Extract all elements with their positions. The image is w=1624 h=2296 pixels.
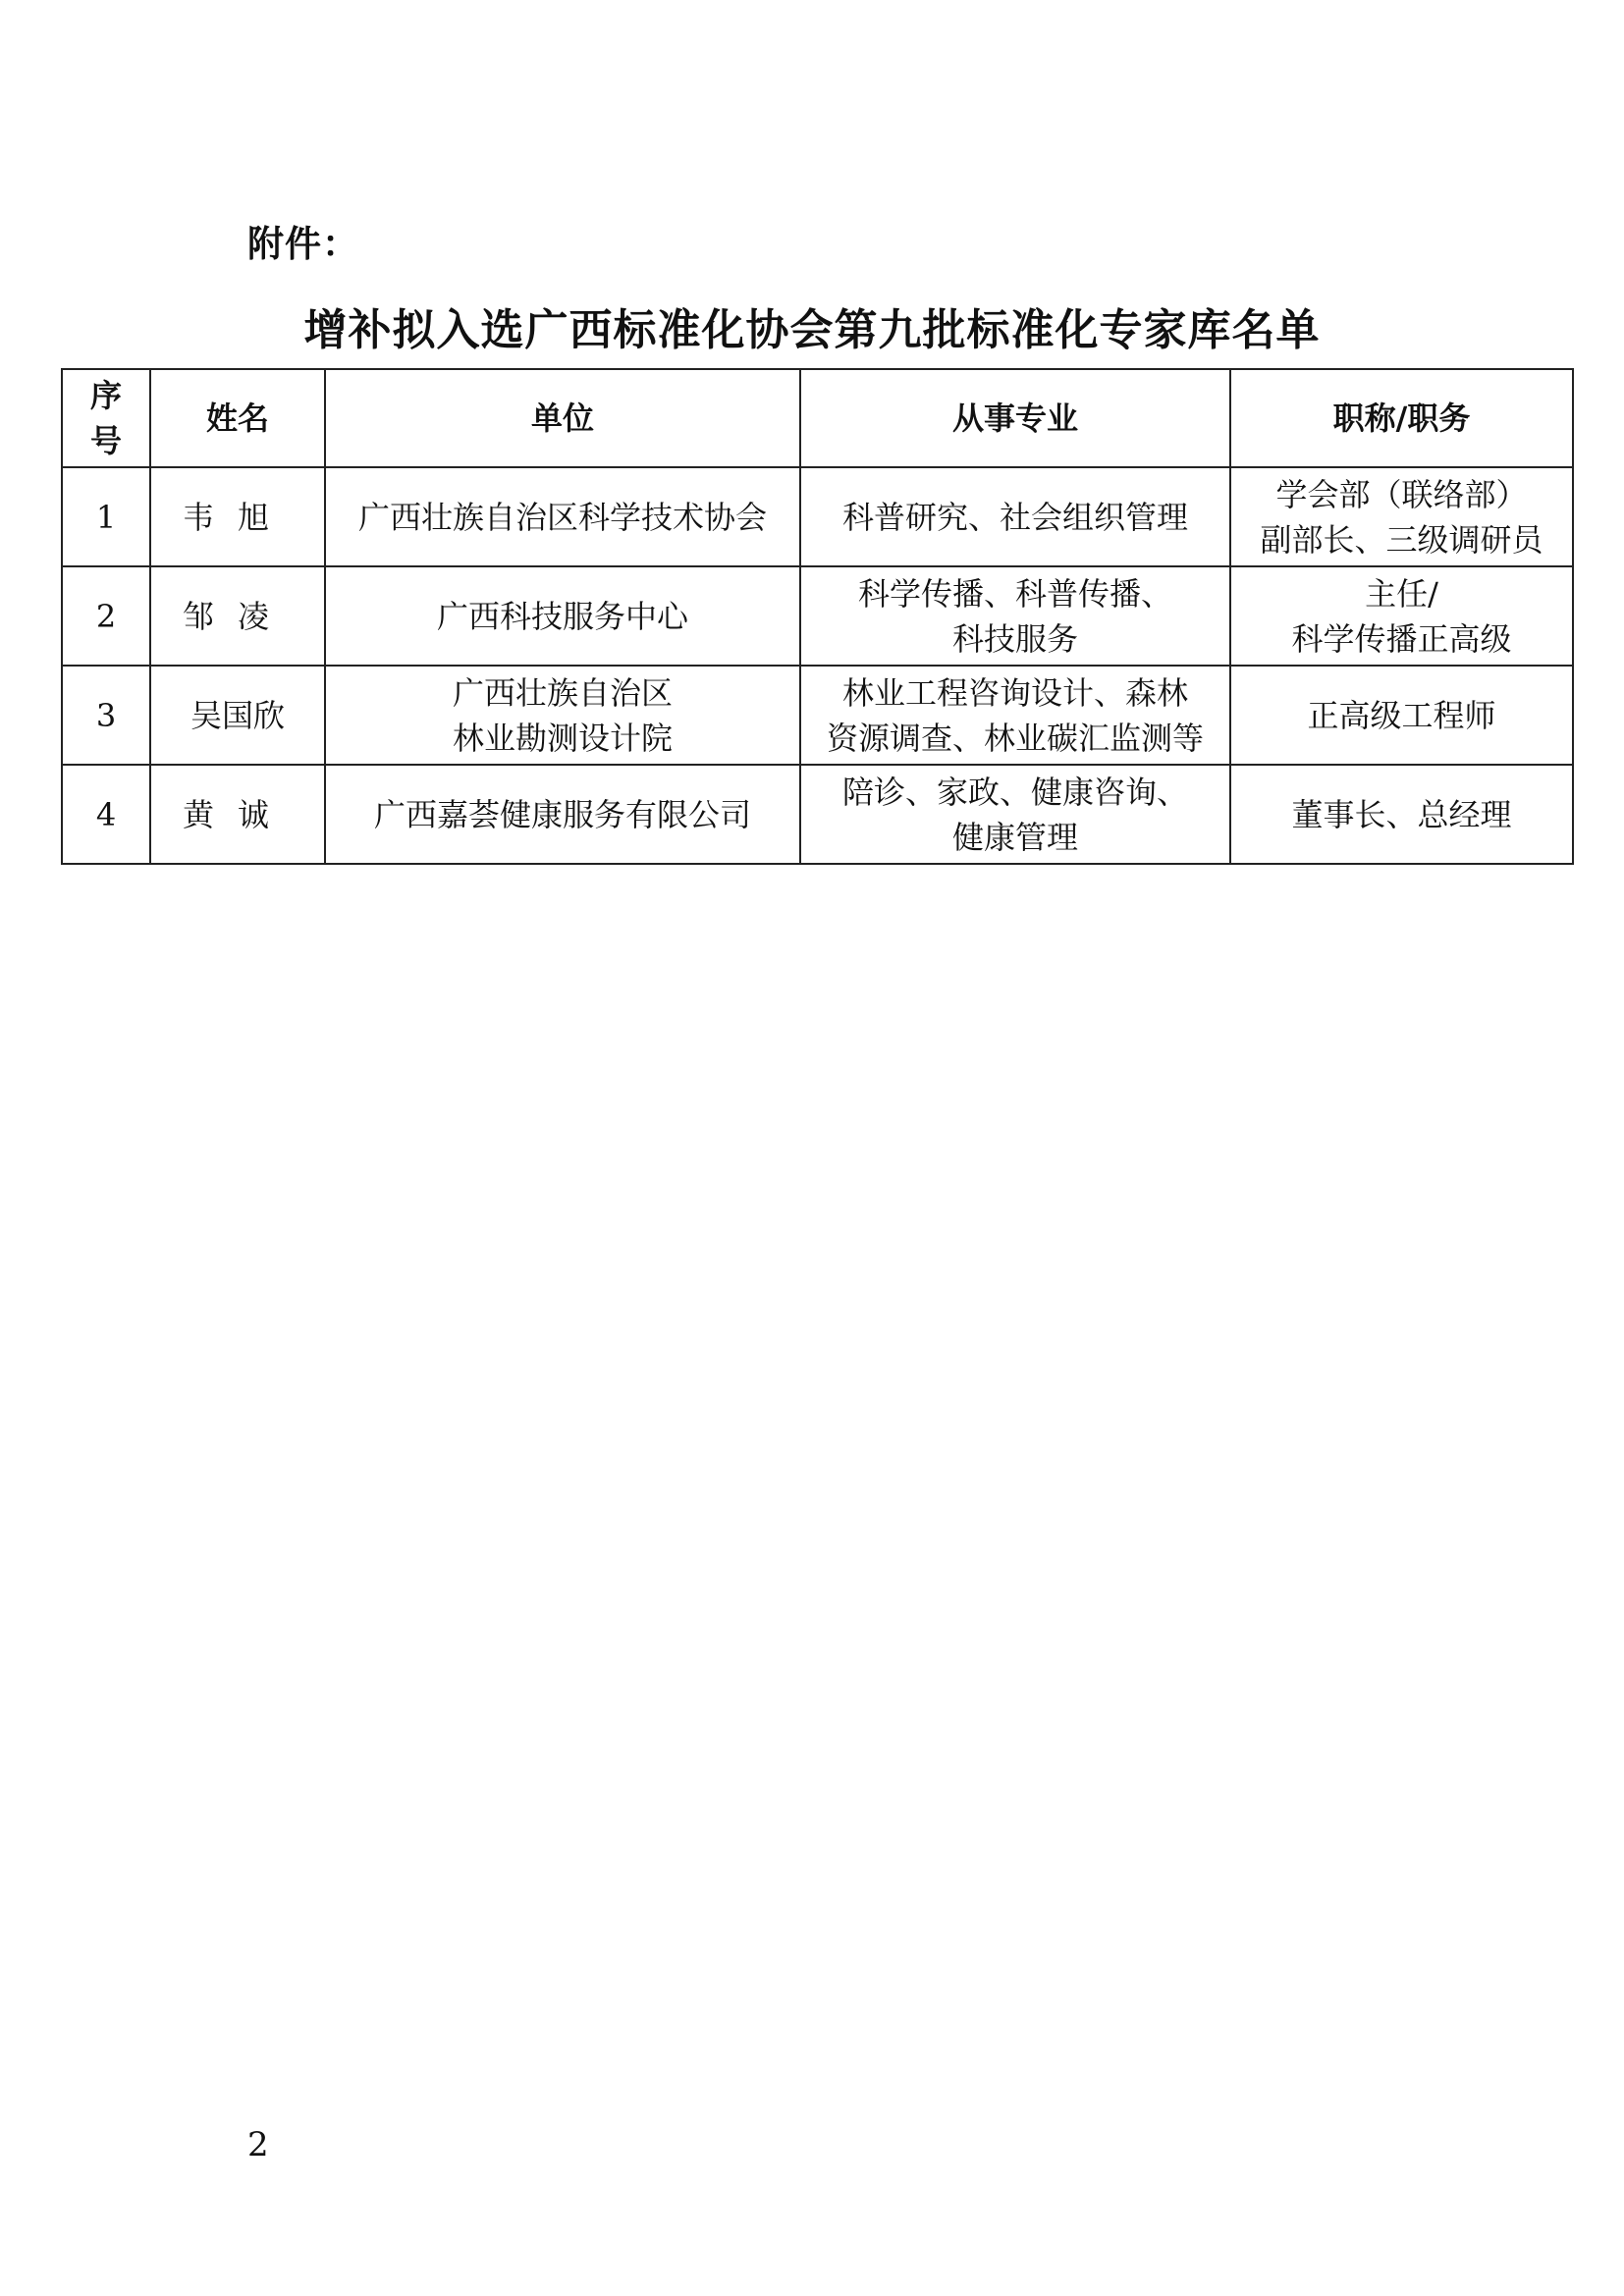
expert-roster-table bbox=[61, 368, 1574, 865]
attachment-label: 附件： bbox=[247, 222, 359, 265]
table-row bbox=[62, 467, 1573, 566]
cell-unit-line: 广西壮族自治区科学技术协会 bbox=[357, 498, 767, 536]
table-header bbox=[62, 369, 1573, 467]
header-name: 姓名 bbox=[150, 369, 325, 467]
table-row bbox=[62, 566, 1573, 666]
cell-title bbox=[1230, 467, 1573, 566]
cell-title bbox=[1230, 666, 1573, 765]
cell-specialty-line: 陪诊、家政、健康咨询、 bbox=[841, 773, 1188, 811]
cell-unit-line: 广西科技服务中心 bbox=[436, 597, 688, 635]
cell-num: 4 bbox=[62, 765, 150, 864]
cell-specialty bbox=[800, 467, 1230, 566]
cell-unit bbox=[325, 566, 800, 666]
cell-specialty-line: 科普研究、社会组织管理 bbox=[841, 498, 1188, 536]
cell-unit bbox=[325, 467, 800, 566]
cell-specialty-line: 林业工程咨询设计、森林 bbox=[841, 673, 1188, 712]
cell-title-line: 副部长、三级调研员 bbox=[1260, 520, 1543, 559]
cell-title bbox=[1230, 566, 1573, 666]
cell-specialty-line: 健康管理 bbox=[951, 818, 1078, 856]
header-unit: 单位 bbox=[325, 369, 800, 467]
cell-unit bbox=[325, 666, 800, 765]
header-num-line1: 序 bbox=[89, 377, 122, 414]
cell-specialty-line: 科学传播、科普传播、 bbox=[857, 574, 1172, 613]
cell-title-line: 董事长、总经理 bbox=[1291, 795, 1512, 833]
header-num-line2: 号 bbox=[89, 422, 122, 459]
cell-num: 1 bbox=[62, 467, 150, 566]
cell-title bbox=[1230, 765, 1573, 864]
cell-title-line: 科学传播正高级 bbox=[1291, 619, 1512, 658]
table-body bbox=[62, 467, 1573, 864]
cell-specialty-line: 科技服务 bbox=[951, 619, 1078, 658]
document-title: 增补拟入选广西标准化协会第九批标准化专家库名单 bbox=[303, 305, 1321, 355]
cell-specialty bbox=[800, 666, 1230, 765]
table-row bbox=[62, 666, 1573, 765]
cell-name: 韦旭 bbox=[150, 467, 325, 566]
page-number: 2 bbox=[247, 2125, 269, 2164]
header-num bbox=[62, 369, 150, 467]
cell-name: 吴国欣 bbox=[150, 666, 325, 765]
header-title: 职称/职务 bbox=[1230, 369, 1573, 467]
cell-unit bbox=[325, 765, 800, 864]
cell-title-line: 正高级工程师 bbox=[1307, 696, 1496, 734]
table-row bbox=[62, 765, 1573, 864]
header-row bbox=[62, 369, 1573, 467]
cell-unit-line: 广西嘉荟健康服务有限公司 bbox=[373, 795, 751, 833]
cell-specialty-line: 资源调查、林业碳汇监测等 bbox=[826, 719, 1204, 757]
cell-title-line: 学会部（联络部） bbox=[1275, 475, 1528, 513]
cell-num: 2 bbox=[62, 566, 150, 666]
cell-unit-line: 林业勘测设计院 bbox=[452, 719, 673, 757]
header-specialty: 从事专业 bbox=[800, 369, 1230, 467]
cell-name: 邹凌 bbox=[150, 566, 325, 666]
cell-name: 黄诚 bbox=[150, 765, 325, 864]
cell-specialty bbox=[800, 566, 1230, 666]
cell-specialty bbox=[800, 765, 1230, 864]
cell-title-line: 主任/ bbox=[1365, 574, 1438, 613]
cell-unit-line: 广西壮族自治区 bbox=[452, 673, 673, 712]
cell-num: 3 bbox=[62, 666, 150, 765]
